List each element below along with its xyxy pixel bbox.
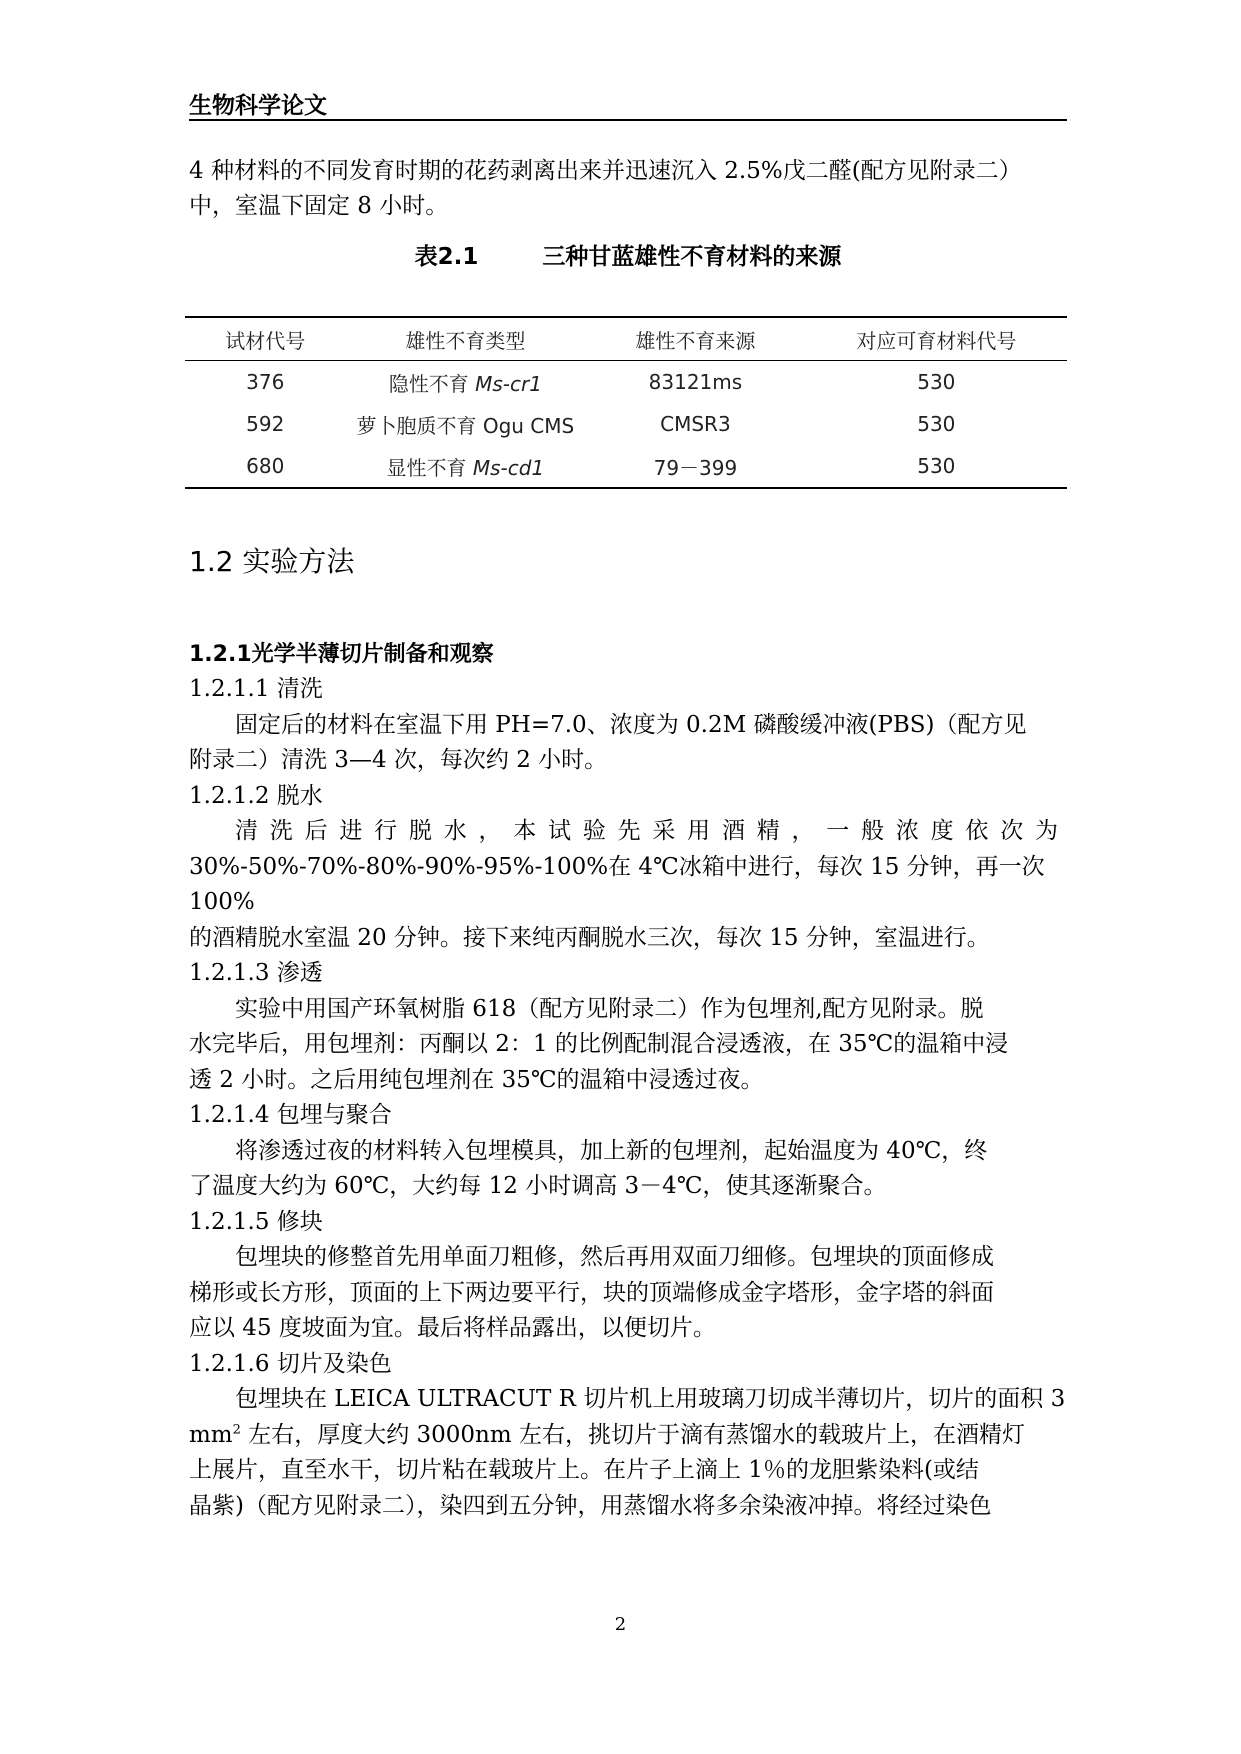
step-heading: 1.2.1.1 清洗 xyxy=(189,676,323,702)
material-source-table xyxy=(185,316,1067,489)
cell-fertile: 530 xyxy=(917,412,956,436)
header-rule xyxy=(189,119,1067,121)
cell-fertile: 530 xyxy=(917,370,956,394)
intro-line: 中，室温下固定 8 小时。 xyxy=(189,193,449,219)
cell-source: CMSR3 xyxy=(660,412,731,436)
body-line: 固定后的材料在室温下用 PH=7.0、浓度为 0.2M 磷酸缓冲液(PBS)（配方见 xyxy=(235,711,1027,738)
section-heading: 1.2 实验方法 xyxy=(189,545,355,578)
body-line: 30%-50%-70%-80%-90%-95%-100%在 4℃冰箱中进行，每次 15 分钟，再一次 100% xyxy=(189,853,1045,915)
cell-source: 79－399 xyxy=(653,455,738,480)
body-line: 附录二）清洗 3—4 次，每次约 2 小时。 xyxy=(189,747,608,773)
cell-code: 592 xyxy=(246,412,285,436)
methods-body xyxy=(189,672,1067,1524)
table-row xyxy=(185,361,1067,404)
table-caption xyxy=(189,238,1067,271)
body-line: 将渗透过夜的材料转入包埋模具，加上新的包埋剂，起始温度为 40℃，终 xyxy=(235,1137,988,1164)
column-header: 雄性不育类型 xyxy=(405,328,526,353)
cell-fertile: 530 xyxy=(917,454,956,478)
table-row xyxy=(185,403,1067,445)
cell-type: 萝卜胞质不育 Ogu CMS xyxy=(356,413,575,438)
table-row xyxy=(185,445,1067,488)
intro-line: 4 种材料的不同发育时期的花药剥离出来并迅速沉入 2.5%戊二醛(配方见附录二） xyxy=(189,158,1022,184)
cell-type: 隐性不育 Ms-cr1 xyxy=(388,371,542,396)
table-number: 表2.1 xyxy=(414,244,479,270)
body-line: 晶紫)（配方见附录二），染四到五分钟，用蒸馏水将多余染液冲掉。将经过染色 xyxy=(189,1492,992,1519)
table-header-row xyxy=(185,317,1067,361)
column-header: 试材代号 xyxy=(225,328,306,353)
body-line: 透 2 小时。之后用纯包埋剂在 35℃的温箱中浸透过夜。 xyxy=(189,1066,764,1093)
page-number: 2 xyxy=(614,1614,627,1635)
table-title: 三种甘蓝雄性不育材料的来源 xyxy=(542,244,842,270)
body-line: 包埋块的修整首先用单面刀粗修，然后再用双面刀细修。包埋块的顶面修成 xyxy=(235,1244,994,1270)
step-heading: 1.2.1.6 切片及染色 xyxy=(189,1350,392,1377)
body-line: 实验中用国产环氧树脂 618（配方见附录二）作为包埋剂,配方见附录。脱 xyxy=(235,995,984,1022)
body-line: 了温度大约为 60℃，大约每 12 小时调高 3－4℃，使其逐渐聚合。 xyxy=(189,1173,887,1199)
body-line: 上展片，直至水干，切片粘在载玻片上。在片子上滴上 1％的龙胆紫染料(或结 xyxy=(189,1457,979,1483)
cell-code: 376 xyxy=(246,370,285,394)
body-line: 的酒精脱水室温 20 分钟。接下来纯丙酮脱水三次，每次 15 分钟，室温进行。 xyxy=(189,924,990,951)
body-line: 清洗后进行脱水，本试验先采用酒精，一般浓度依次为 xyxy=(235,818,1067,844)
cell-source: 83121ms xyxy=(648,370,743,394)
column-header: 雄性不育来源 xyxy=(635,328,756,353)
body-line: 水完毕后，用包埋剂：丙酮以 2：1 的比例配制混合浸透液，在 35℃的温箱中浸 xyxy=(189,1031,1009,1057)
running-header: 生物科学论文 xyxy=(189,93,327,119)
body-line: $mm^2$ 左右，厚度大约 3000nm 左右，挑切片于滴有蒸馏水的载玻片上，在酒精灯 xyxy=(189,1421,1025,1448)
column-header: 对应可育材料代号 xyxy=(856,328,1017,353)
cell-type: 显性不育 Ms-cd1 xyxy=(386,455,545,480)
step-heading: 1.2.1.3 渗透 xyxy=(189,960,323,986)
body-line: 梯形或长方形，顶面的上下两边要平行，块的顶端修成金字塔形，金字塔的斜面 xyxy=(189,1279,994,1306)
cell-code: 680 xyxy=(246,454,285,478)
body-line: 包埋块在 LEICA ULTRACUT R 切片机上用玻璃刀切成半薄切片，切片的面积 3 xyxy=(235,1386,1066,1412)
body-line: 应以 45 度坡面为宜。最后将样品露出，以便切片。 xyxy=(189,1315,716,1341)
intro-paragraph xyxy=(189,154,1067,224)
step-heading: 1.2.1.4 包埋与聚合 xyxy=(189,1102,392,1128)
step-heading: 1.2.1.2 脱水 xyxy=(189,782,323,809)
step-heading: 1.2.1.5 修块 xyxy=(189,1208,323,1235)
subsection-heading: 1.2.1光学半薄切片制备和观察 xyxy=(189,642,494,667)
